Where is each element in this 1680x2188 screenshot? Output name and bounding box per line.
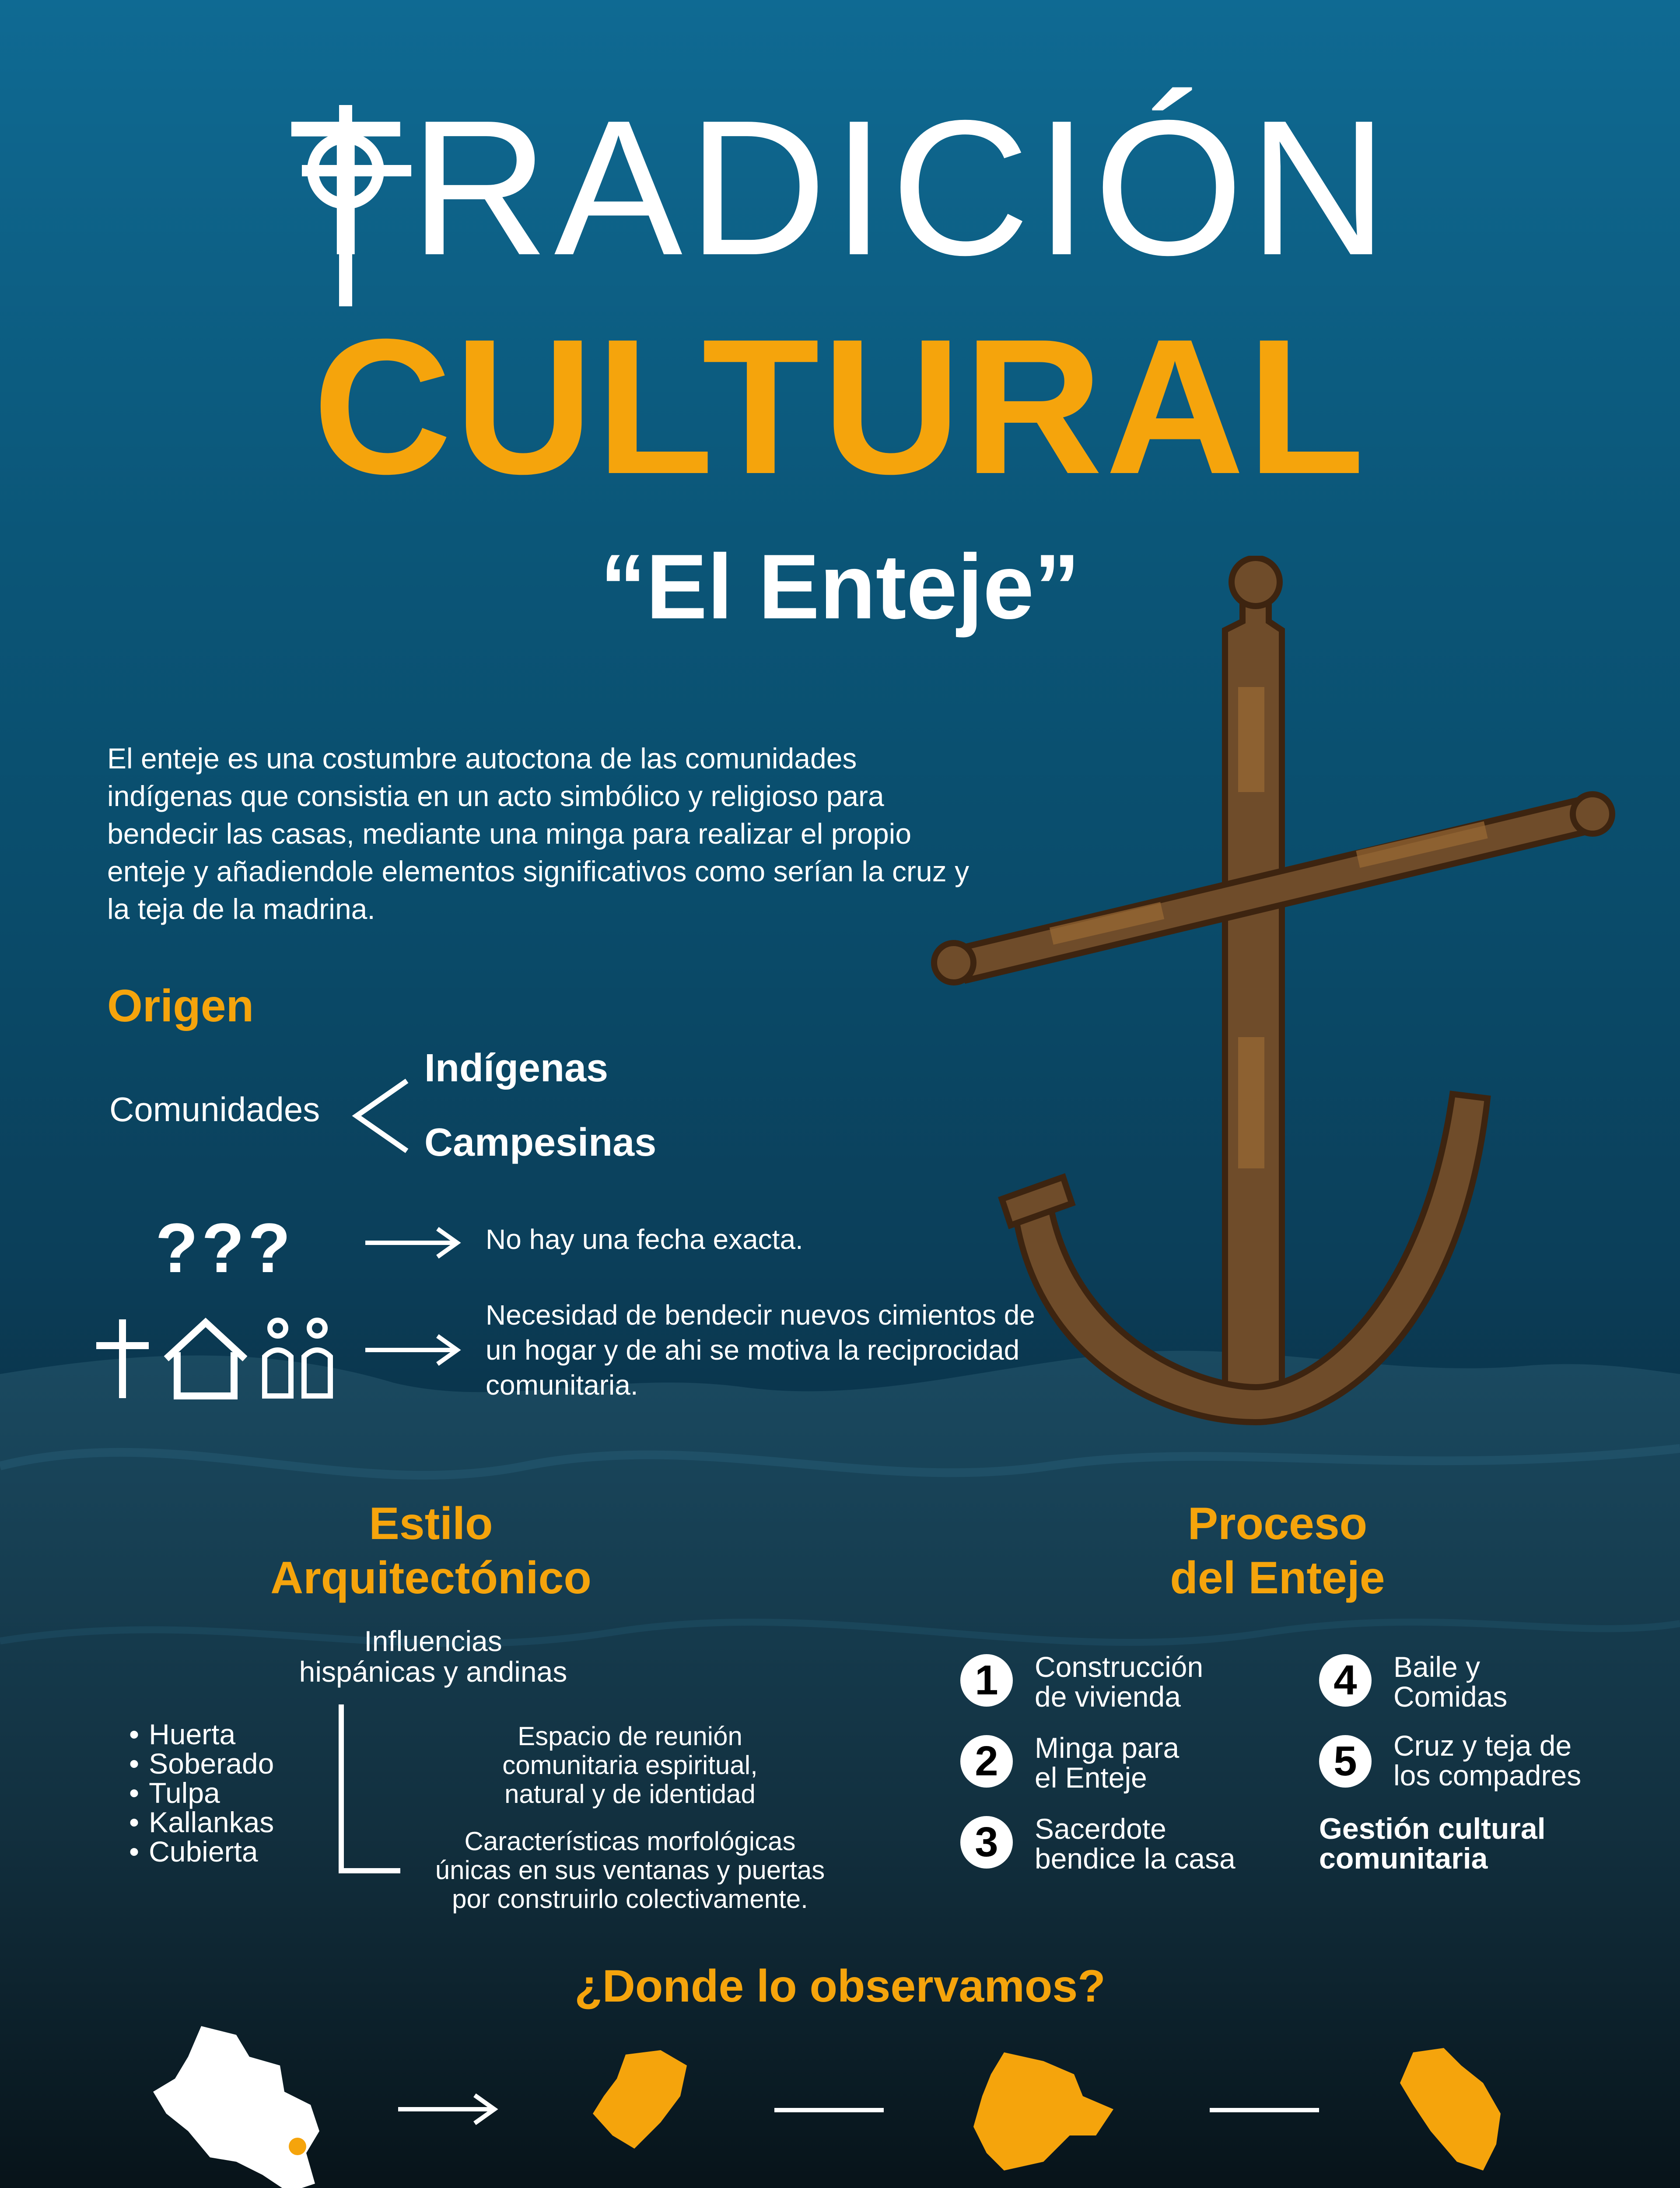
step-5-line-2: los compadres	[1393, 1759, 1582, 1792]
step-3-line-1: Sacerdote	[1035, 1813, 1166, 1845]
process-heading-line-2: del Enteje	[1170, 1553, 1385, 1603]
space-line-3: natural y de identidad	[504, 1779, 756, 1809]
step-2-line-1: Minga para	[1035, 1732, 1180, 1764]
process-heading	[1059, 1497, 1496, 1605]
style-elements-list	[129, 1720, 274, 1866]
step-number-4: 4	[1319, 1654, 1372, 1707]
closing-line-1: Gestión cultural	[1319, 1812, 1546, 1845]
san-fernando-map-icon	[1396, 2044, 1509, 2175]
arrow-right-icon	[363, 1225, 464, 1260]
morphology-text	[420, 1827, 840, 1914]
step-text-2	[1035, 1733, 1179, 1792]
step-text-4	[1393, 1652, 1507, 1711]
list-item: • Kallankas	[129, 1808, 274, 1837]
process-closing	[1319, 1814, 1617, 1873]
space-text	[464, 1722, 796, 1809]
step-number-3: 3	[960, 1816, 1013, 1869]
people-icon	[258, 1317, 337, 1400]
space-line-1: Espacio de reunión	[518, 1722, 742, 1751]
la-laguna-map-icon	[969, 2048, 1118, 2175]
closing-line-2: comunitaria	[1319, 1842, 1488, 1875]
page-subtitle: “El Enteje”	[600, 535, 1080, 638]
step-3-line-2: bendice la casa	[1035, 1842, 1236, 1875]
narino-map-icon	[149, 2017, 332, 2188]
list-item: • Tulpa	[129, 1778, 274, 1808]
connector-line	[1210, 2108, 1319, 2112]
no-date-text: No hay una fecha exacta.	[486, 1224, 803, 1255]
morph-line-3: por construirlo colectivamente.	[452, 1884, 808, 1914]
origin-heading: Origen	[107, 981, 254, 1031]
intro-paragraph: El enteje es una costumbre autoctona de las comunidades indígenas que consistia en un acto simbólico y religioso para bendecir las casas, mediante una minga para realizar el propio enteje y añadiendole elementos significativos como serían la cruz y la teja de la madrina.	[107, 742, 970, 925]
list-item: • Cubierta	[129, 1837, 274, 1866]
influences-line-1: Influencias	[364, 1625, 502, 1657]
arrow-right-icon	[396, 2092, 501, 2127]
group-campesinas: Campesinas	[424, 1121, 657, 1164]
list-item: • Soberado	[129, 1749, 274, 1778]
bracket-icon	[350, 1072, 411, 1160]
title-cross-icon	[298, 101, 416, 311]
style-heading	[188, 1497, 674, 1605]
step-text-1	[1035, 1652, 1203, 1711]
morph-line-2: únicas en sus ventanas y puertas	[435, 1855, 825, 1885]
need-text: Necesidad de bendecir nuevos cimientos de un hogar y de ahi se motiva la reciprocidad comunitaria.	[486, 1299, 1035, 1401]
connector-line	[774, 2108, 884, 2112]
step-text-5	[1393, 1731, 1581, 1790]
where-heading: ¿Donde lo observamos?	[574, 1961, 1106, 2012]
question-marks-icon: ???	[155, 1209, 294, 1287]
step-4-line-2: Comidas	[1393, 1680, 1508, 1713]
space-line-2: comunitaria espiritual,	[502, 1750, 758, 1780]
step-2-line-2: el Enteje	[1035, 1761, 1147, 1794]
step-text-3	[1035, 1814, 1236, 1873]
title-line-1: TRADICIÓN	[287, 81, 1393, 295]
cabrera-map-icon	[586, 2048, 696, 2153]
step-number-5: 5	[1319, 1735, 1372, 1788]
communities-label: Comunidades	[109, 1090, 320, 1129]
step-number-2: 2	[960, 1735, 1013, 1788]
cross-icon	[94, 1317, 151, 1400]
house-icon	[162, 1317, 249, 1400]
influences-text	[262, 1626, 604, 1687]
process-heading-line-1: Proceso	[1187, 1498, 1368, 1549]
title-line-2: CULTURAL	[312, 299, 1368, 514]
style-heading-line-2: Arquitectónico	[270, 1553, 592, 1603]
step-1-line-2: de vivienda	[1035, 1680, 1181, 1713]
corner-bracket-icon	[332, 1702, 402, 1877]
arrow-right-icon	[363, 1332, 464, 1368]
step-4-line-1: Baile y	[1393, 1651, 1480, 1683]
morph-line-1: Características morfológicas	[464, 1827, 796, 1856]
influences-line-2: hispánicas y andinas	[299, 1655, 567, 1688]
step-5-line-1: Cruz y teja de	[1393, 1729, 1572, 1762]
group-indigenas: Indígenas	[424, 1046, 609, 1090]
step-1-line-1: Construcción	[1035, 1651, 1204, 1683]
list-item: • Huerta	[129, 1720, 274, 1749]
step-number-1: 1	[960, 1654, 1013, 1707]
style-heading-line-1: Estilo	[369, 1498, 493, 1549]
